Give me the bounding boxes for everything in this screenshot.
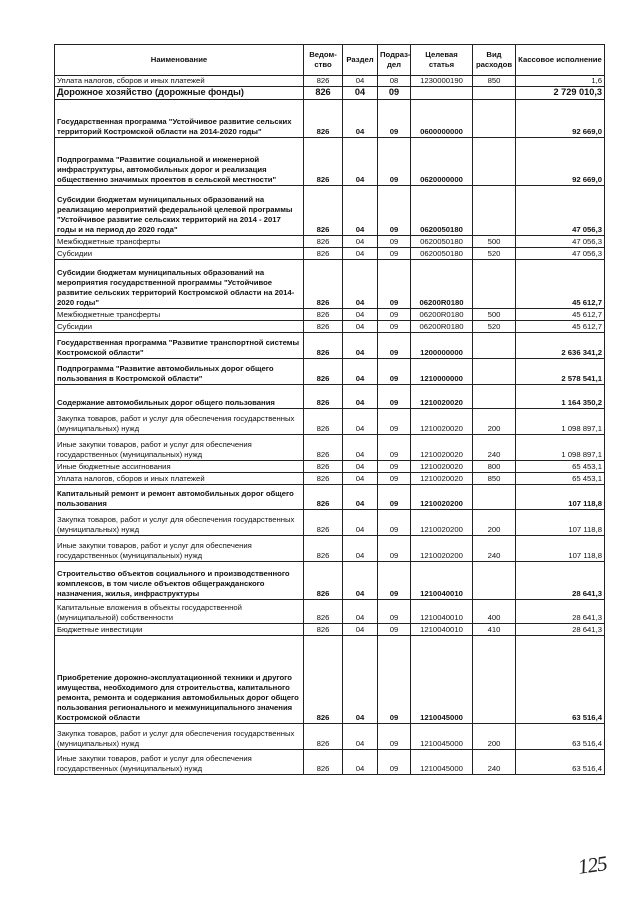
header-amount: Кассовое исполнение: [516, 45, 605, 76]
row-name: Межбюджетные трансферты: [55, 309, 304, 321]
row-name: Содержание автомобильных дорог общего пользования: [55, 385, 304, 409]
row-amount: 1 164 350,2: [516, 385, 605, 409]
row-subsection: 09: [378, 260, 411, 309]
row-amount: 45 612,7: [516, 309, 605, 321]
row-article: [411, 87, 473, 100]
row-expense-type: [473, 385, 516, 409]
row-dept: 826: [304, 562, 343, 600]
row-expense-type: 850: [473, 76, 516, 87]
row-amount: 45 612,7: [516, 321, 605, 333]
row-dept: 826: [304, 473, 343, 485]
table-row: [55, 461, 605, 473]
row-expense-type: 520: [473, 321, 516, 333]
row-dept: 826: [304, 309, 343, 321]
row-name: Иные закупки товаров, работ и услуг для обеспечения государственных (муниципальных) нужд: [55, 435, 304, 461]
row-expense-type: 200: [473, 724, 516, 750]
row-article: 1230000190: [411, 76, 473, 87]
row-dept: 826: [304, 87, 343, 100]
row-section: 04: [343, 750, 378, 775]
row-name: Иные закупки товаров, работ и услуг для обеспечения государственных (муниципальных) нужд: [55, 750, 304, 775]
row-dept: 826: [304, 385, 343, 409]
row-subsection: 09: [378, 473, 411, 485]
row-name: Уплата налогов, сборов и иных платежей: [55, 473, 304, 485]
row-dept: 826: [304, 409, 343, 435]
row-name: Субсидии: [55, 321, 304, 333]
row-expense-type: [473, 87, 516, 100]
table-row: [55, 186, 605, 236]
row-amount: 45 612,7: [516, 260, 605, 309]
row-dept: 826: [304, 260, 343, 309]
row-section: 04: [343, 100, 378, 138]
row-section: 04: [343, 138, 378, 186]
table-row: [55, 236, 605, 248]
row-section: 04: [343, 236, 378, 248]
row-subsection: 09: [378, 100, 411, 138]
row-expense-type: 200: [473, 409, 516, 435]
row-article: 1210020200: [411, 485, 473, 510]
row-article: 1210020020: [411, 385, 473, 409]
row-name: Закупка товаров, работ и услуг для обеспечения государственных (муниципальных) нужд: [55, 409, 304, 435]
row-subsection: 09: [378, 461, 411, 473]
row-amount: 65 453,1: [516, 473, 605, 485]
row-subsection: 09: [378, 321, 411, 333]
row-article: 1210040010: [411, 562, 473, 600]
table-header-row: [55, 45, 605, 76]
header-name: Наименование: [55, 45, 304, 76]
table-row: [55, 309, 605, 321]
row-expense-type: 520: [473, 248, 516, 260]
row-section: 04: [343, 409, 378, 435]
row-section: 04: [343, 636, 378, 724]
table-row: [55, 724, 605, 750]
row-dept: 826: [304, 461, 343, 473]
row-subsection: 09: [378, 309, 411, 321]
table-body: [55, 76, 605, 775]
row-dept: 826: [304, 636, 343, 724]
row-expense-type: [473, 260, 516, 309]
row-section: 04: [343, 473, 378, 485]
row-article: 06200R0180: [411, 260, 473, 309]
row-subsection: 09: [378, 510, 411, 536]
row-subsection: 09: [378, 333, 411, 359]
row-amount: 63 516,4: [516, 750, 605, 775]
row-amount: 1 098 897,1: [516, 409, 605, 435]
row-section: 04: [343, 321, 378, 333]
row-section: 04: [343, 186, 378, 236]
row-dept: 826: [304, 536, 343, 562]
row-amount: 107 118,8: [516, 485, 605, 510]
table-row: [55, 409, 605, 435]
row-article: 0620000000: [411, 138, 473, 186]
row-name: Закупка товаров, работ и услуг для обеспечения государственных (муниципальных) нужд: [55, 510, 304, 536]
row-article: 1210020020: [411, 435, 473, 461]
row-dept: 826: [304, 100, 343, 138]
row-section: 04: [343, 562, 378, 600]
row-article: 0620050180: [411, 236, 473, 248]
row-section: 04: [343, 624, 378, 636]
table-row: [55, 636, 605, 724]
row-name: Капитальные вложения в объекты государственной (муниципальной) собственности: [55, 600, 304, 624]
row-dept: 826: [304, 359, 343, 385]
row-expense-type: 410: [473, 624, 516, 636]
row-expense-type: 240: [473, 750, 516, 775]
row-article: 1210040010: [411, 624, 473, 636]
row-section: 04: [343, 248, 378, 260]
row-amount: 63 516,4: [516, 636, 605, 724]
row-section: 04: [343, 724, 378, 750]
row-expense-type: [473, 485, 516, 510]
row-expense-type: 240: [473, 435, 516, 461]
row-subsection: 09: [378, 485, 411, 510]
row-name: Строительство объектов социального и производственного комплексов, в том числе объектов общегражданского назначения, жилья, инфраструктуры: [55, 562, 304, 600]
row-name: Иные закупки товаров, работ и услуг для обеспечения государственных (муниципальных) нужд: [55, 536, 304, 562]
row-expense-type: 500: [473, 309, 516, 321]
header-subsection: Подраз-дел: [378, 45, 411, 76]
row-name: Дорожное хозяйство (дорожные фонды): [55, 87, 304, 100]
row-article: 1210045000: [411, 750, 473, 775]
row-amount: 65 453,1: [516, 461, 605, 473]
row-name: Государственная программа "Устойчивое развитие сельских территорий Костромской области на 2014-2020 годы": [55, 100, 304, 138]
row-subsection: 09: [378, 87, 411, 100]
row-dept: 826: [304, 750, 343, 775]
budget-table: [54, 44, 605, 775]
row-expense-type: [473, 359, 516, 385]
table-row: [55, 385, 605, 409]
page-number: 125: [576, 851, 608, 879]
header-section: Раздел: [343, 45, 378, 76]
row-expense-type: 800: [473, 461, 516, 473]
table-row: [55, 600, 605, 624]
row-name: Государственная программа "Развитие транспортной системы Костромской области": [55, 333, 304, 359]
row-article: 06200R0180: [411, 309, 473, 321]
table-row: [55, 359, 605, 385]
row-name: Подпрограмма "Развитие автомобильных дорог общего пользования в Костромской области": [55, 359, 304, 385]
row-amount: 92 669,0: [516, 100, 605, 138]
row-section: 04: [343, 536, 378, 562]
row-dept: 826: [304, 485, 343, 510]
row-subsection: 08: [378, 76, 411, 87]
row-article: 0600000000: [411, 100, 473, 138]
row-expense-type: 400: [473, 600, 516, 624]
row-name: Субсидии бюджетам муниципальных образований на мероприятия государственной программы "Устойчивое развитие сельских территорий Костромской области на 2014-2020 годы": [55, 260, 304, 309]
table-row: [55, 562, 605, 600]
table-row: [55, 750, 605, 775]
row-dept: 826: [304, 76, 343, 87]
table-row: [55, 138, 605, 186]
row-amount: 28 641,3: [516, 562, 605, 600]
row-article: 1210020020: [411, 461, 473, 473]
table-row: [55, 510, 605, 536]
row-article: 1210045000: [411, 636, 473, 724]
row-name: Субсидии бюджетам муниципальных образований на реализацию мероприятий федеральной целевой программы "Устойчивое развитие сельских территорий на 2014 - 2017 годы и на период до 2020 года": [55, 186, 304, 236]
row-amount: 1,6: [516, 76, 605, 87]
row-name: Подпрограмма "Развитие социальной и инженерной инфраструктуры, автомобильных дорог и реализация общественно значимых проектов в сельской местности": [55, 138, 304, 186]
row-article: 1210020020: [411, 409, 473, 435]
row-amount: 28 641,3: [516, 624, 605, 636]
row-section: 04: [343, 333, 378, 359]
row-section: 04: [343, 76, 378, 87]
row-subsection: 09: [378, 562, 411, 600]
row-expense-type: [473, 562, 516, 600]
row-article: 0620050180: [411, 248, 473, 260]
row-dept: 826: [304, 435, 343, 461]
row-section: 04: [343, 600, 378, 624]
row-name: Иные бюджетные ассигнования: [55, 461, 304, 473]
row-expense-type: 200: [473, 510, 516, 536]
table-row: [55, 260, 605, 309]
row-name: Закупка товаров, работ и услуг для обеспечения государственных (муниципальных) нужд: [55, 724, 304, 750]
row-subsection: 09: [378, 359, 411, 385]
row-amount: 2 729 010,3: [516, 87, 605, 100]
row-section: 04: [343, 309, 378, 321]
row-section: 04: [343, 260, 378, 309]
table-row: [55, 435, 605, 461]
row-dept: 826: [304, 724, 343, 750]
row-expense-type: [473, 100, 516, 138]
row-article: 1210040010: [411, 600, 473, 624]
row-subsection: 09: [378, 536, 411, 562]
table-row: [55, 624, 605, 636]
row-amount: 63 516,4: [516, 724, 605, 750]
row-article: 1200000000: [411, 333, 473, 359]
row-dept: 826: [304, 624, 343, 636]
row-amount: 47 056,3: [516, 236, 605, 248]
row-amount: 2 578 541,1: [516, 359, 605, 385]
row-amount: 28 641,3: [516, 600, 605, 624]
row-subsection: 09: [378, 385, 411, 409]
row-article: 0620050180: [411, 186, 473, 236]
row-expense-type: 500: [473, 236, 516, 248]
row-amount: 107 118,8: [516, 510, 605, 536]
row-name: Субсидии: [55, 248, 304, 260]
row-amount: 1 098 897,1: [516, 435, 605, 461]
row-dept: 826: [304, 248, 343, 260]
row-article: 1210045000: [411, 724, 473, 750]
row-dept: 826: [304, 236, 343, 248]
row-subsection: 09: [378, 724, 411, 750]
header-article: Целевая статья: [411, 45, 473, 76]
row-section: 04: [343, 435, 378, 461]
table-row: [55, 76, 605, 87]
table-row: [55, 333, 605, 359]
row-dept: 826: [304, 510, 343, 536]
row-article: 1210000000: [411, 359, 473, 385]
row-article: 06200R0180: [411, 321, 473, 333]
table-row: [55, 473, 605, 485]
row-amount: 107 118,8: [516, 536, 605, 562]
row-subsection: 09: [378, 750, 411, 775]
row-expense-type: [473, 138, 516, 186]
row-amount: 47 056,3: [516, 248, 605, 260]
row-section: 04: [343, 485, 378, 510]
row-amount: 47 056,3: [516, 186, 605, 236]
row-section: 04: [343, 510, 378, 536]
table-row: [55, 100, 605, 138]
row-section: 04: [343, 87, 378, 100]
table-row: [55, 321, 605, 333]
row-name: Бюджетные инвестиции: [55, 624, 304, 636]
row-subsection: 09: [378, 248, 411, 260]
row-subsection: 09: [378, 600, 411, 624]
row-subsection: 09: [378, 624, 411, 636]
row-amount: 2 636 341,2: [516, 333, 605, 359]
row-name: Уплата налогов, сборов и иных платежей: [55, 76, 304, 87]
row-dept: 826: [304, 186, 343, 236]
row-dept: 826: [304, 333, 343, 359]
row-section: 04: [343, 359, 378, 385]
row-subsection: 09: [378, 409, 411, 435]
row-expense-type: [473, 636, 516, 724]
row-subsection: 09: [378, 138, 411, 186]
row-expense-type: [473, 186, 516, 236]
row-subsection: 09: [378, 636, 411, 724]
row-name: Приобретение дорожно-эксплуатационной техники и другого имущества, необходимого для строительства, капитального ремонта, ремонта и содержания автомобильных дорог общего пользования регионального и межмуниципального значения Костромской области: [55, 636, 304, 724]
row-article: 1210020200: [411, 510, 473, 536]
row-subsection: 09: [378, 186, 411, 236]
row-expense-type: [473, 333, 516, 359]
row-dept: 826: [304, 600, 343, 624]
row-section: 04: [343, 461, 378, 473]
row-dept: 826: [304, 321, 343, 333]
row-subsection: 09: [378, 236, 411, 248]
header-expense-type: Вид расходов: [473, 45, 516, 76]
row-article: 1210020020: [411, 473, 473, 485]
row-dept: 826: [304, 138, 343, 186]
row-expense-type: 850: [473, 473, 516, 485]
row-section: 04: [343, 385, 378, 409]
table-row: [55, 485, 605, 510]
table-row: [55, 248, 605, 260]
table-row: [55, 536, 605, 562]
row-name: Капитальный ремонт и ремонт автомобильных дорог общего пользования: [55, 485, 304, 510]
row-subsection: 09: [378, 435, 411, 461]
row-expense-type: 240: [473, 536, 516, 562]
header-dept: Ведом-ство: [304, 45, 343, 76]
row-article: 1210020200: [411, 536, 473, 562]
table-row: [55, 87, 605, 100]
row-name: Межбюджетные трансферты: [55, 236, 304, 248]
row-amount: 92 669,0: [516, 138, 605, 186]
